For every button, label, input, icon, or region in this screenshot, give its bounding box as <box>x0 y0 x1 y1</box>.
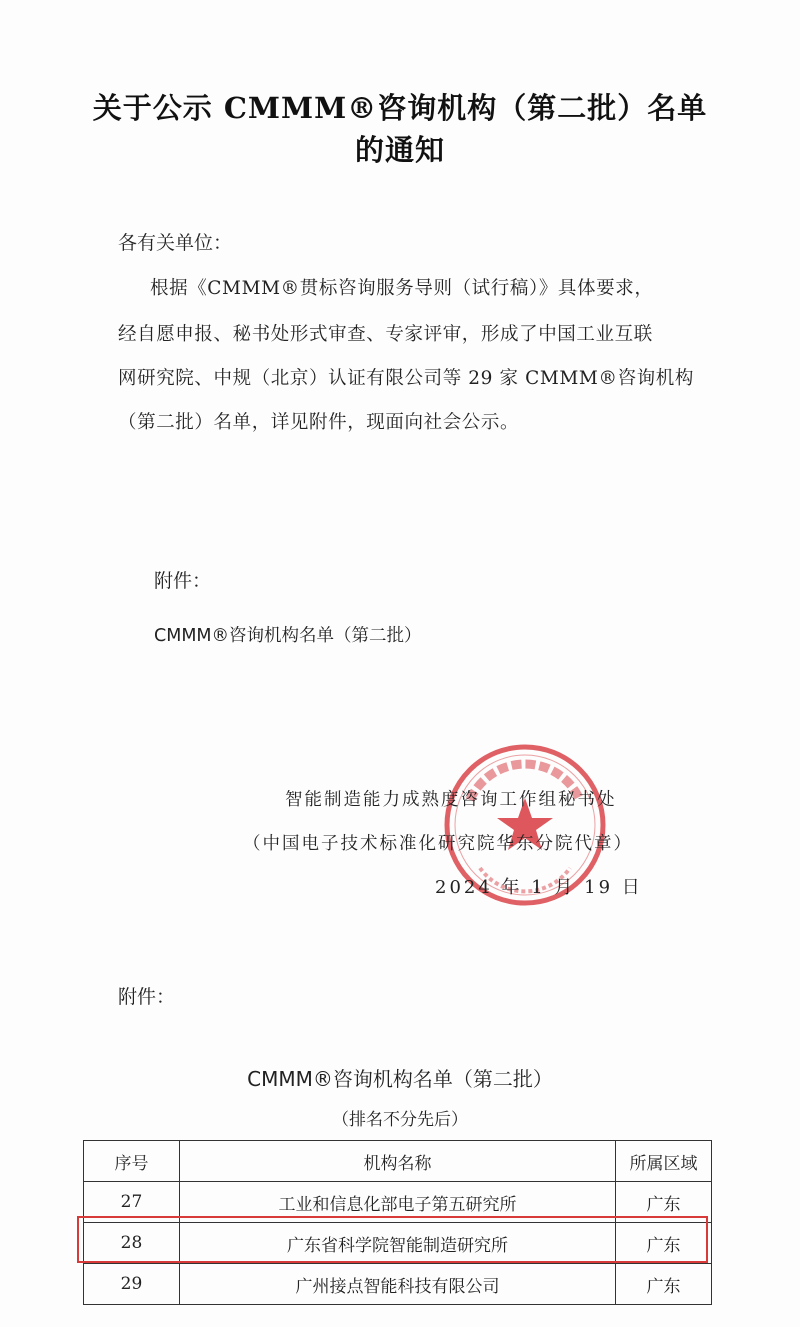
signature-seal-note: （中国电子技术标准化研究院华东分院代章） <box>243 834 633 854</box>
attachment-label: 附件： <box>154 570 212 592</box>
appendix-subtitle: （排名不分先后） <box>332 1110 468 1130</box>
appendix-label: 附件： <box>118 986 176 1008</box>
column-header-name: 机构名称 <box>180 1141 616 1182</box>
cell-name: 广州接点智能科技有限公司 <box>180 1264 616 1305</box>
signature-organization: 智能制造能力成熟度咨询工作组秘书处 <box>285 790 617 810</box>
body-paragraph-line: 经自愿申报、秘书处形式审查、专家评审，形成了中国工业互联 <box>118 324 653 345</box>
table-row <box>84 1264 712 1305</box>
cell-no: 29 <box>84 1264 180 1305</box>
column-header-no: 序号 <box>84 1141 180 1182</box>
cell-name: 工业和信息化部电子第五研究所 <box>180 1182 616 1223</box>
cell-region: 广东 <box>616 1182 712 1223</box>
appendix-title: CMMM®咨询机构名单（第二批） <box>247 1067 553 1091</box>
cell-name: 广东省科学院智能制造研究所 <box>180 1223 616 1264</box>
body-paragraph-line: 根据《CMMM®贯标咨询服务导则（试行稿）》具体要求， <box>150 278 654 299</box>
notice-title-line2: 的通知 <box>354 133 445 167</box>
column-header-region: 所属区域 <box>616 1141 712 1182</box>
body-paragraph-line: 网研究院、中规（北京）认证有限公司等 29 家 CMMM®咨询机构 <box>118 368 694 389</box>
cell-region: 广东 <box>616 1264 712 1305</box>
attachment-item: CMMM®咨询机构名单（第二批） <box>154 626 422 646</box>
salutation: 各有关单位： <box>118 232 233 254</box>
body-paragraph-line: （第二批）名单，详见附件，现面向社会公示。 <box>118 412 520 433</box>
signature-date: 2024 年 1 月 19 日 <box>435 877 643 898</box>
table-header-row <box>84 1141 712 1182</box>
cell-no: 27 <box>84 1182 180 1223</box>
table-row <box>84 1182 712 1223</box>
table-row <box>84 1223 712 1264</box>
institution-table <box>83 1140 712 1305</box>
cell-no: 28 <box>84 1223 180 1264</box>
cell-region: 广东 <box>616 1223 712 1264</box>
notice-title-line1: 关于公示 CMMM®咨询机构（第二批）名单 <box>92 91 708 125</box>
